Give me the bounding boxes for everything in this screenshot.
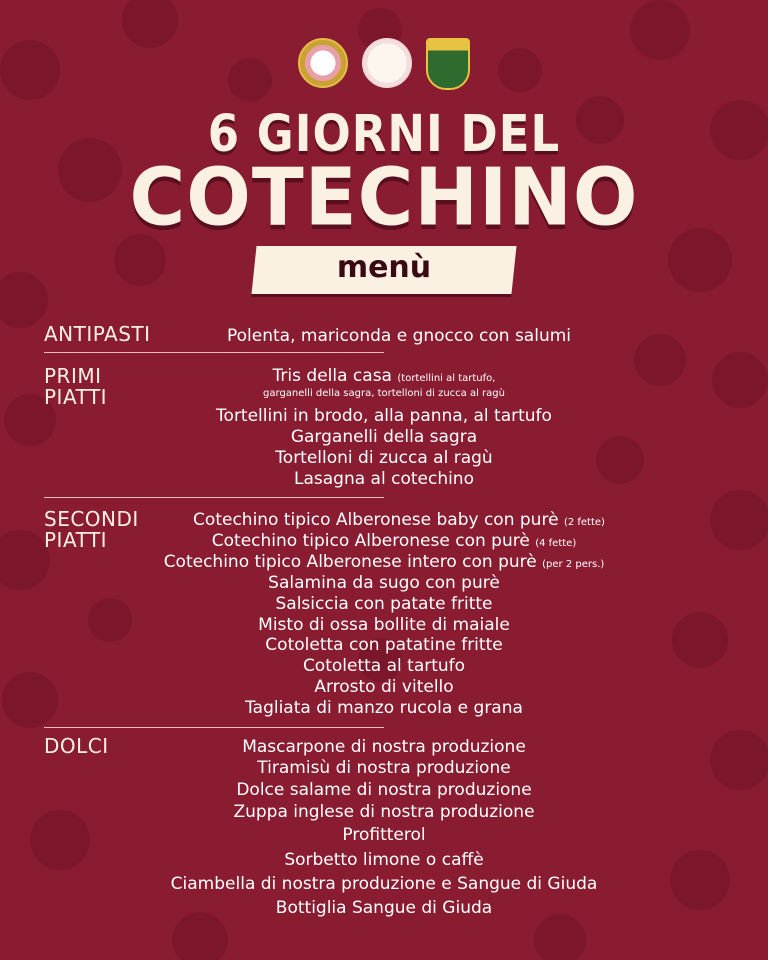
divider bbox=[44, 497, 384, 498]
menu-item: Arrosto di vitello bbox=[314, 677, 454, 697]
menu-item-name: Cotechino tipico Alberonese intero con purè bbox=[163, 552, 537, 572]
menu-item: Garganelli della sagra bbox=[290, 427, 478, 447]
section-title: ANTIPASTI bbox=[44, 322, 151, 346]
menu-item: Ciambella di nostra produzione e Sangue di Giuda bbox=[170, 874, 598, 894]
menu-item: Salsiccia con patate fritte bbox=[275, 594, 493, 614]
menu-item: Tortellini in brodo, alla panna, al tartufo bbox=[216, 406, 552, 426]
menu-item: Polenta, mariconda e gnocco con salumi bbox=[226, 326, 572, 346]
menu-item-note: (tortellini al tartufo, bbox=[397, 373, 496, 384]
menu-item: Salamina da sugo con purè bbox=[268, 573, 500, 593]
association-logo-icon bbox=[298, 38, 348, 88]
menu-item bbox=[0, 552, 768, 575]
menu-item: Zuppa inglese di nostra produzione bbox=[233, 802, 535, 822]
section-title-line2: PIATTI bbox=[44, 385, 108, 409]
event-title-line2: COTECHINO bbox=[129, 150, 639, 244]
menu-label: menù bbox=[336, 250, 432, 285]
menu-item-note-line2: garganelli della sagra, tortelloni di zucca al ragù bbox=[263, 388, 505, 399]
sagra-seal-icon bbox=[362, 38, 412, 88]
menu-item-note: (per 2 pers.) bbox=[542, 559, 605, 570]
divider bbox=[44, 727, 384, 728]
menu-item bbox=[15, 507, 768, 533]
menu-item: Cotoletta al tartufo bbox=[302, 656, 466, 676]
section-title-line1: PRIMI bbox=[44, 364, 102, 388]
menu-item-name: Cotechino tipico Alberonese con purè bbox=[211, 531, 530, 551]
menu-item-tris bbox=[0, 366, 768, 389]
divider bbox=[44, 352, 384, 353]
logo-row bbox=[0, 38, 768, 90]
menu-item-note: (4 fette) bbox=[535, 538, 577, 549]
menu-item: Bottiglia Sangue di Giuda bbox=[275, 898, 493, 918]
menu-item: Sorbetto limone o caffè bbox=[284, 850, 484, 870]
menu-item: Lasagna al cotechino bbox=[294, 469, 474, 489]
menu-item: Mascarpone di nostra produzione bbox=[242, 737, 526, 757]
menu-item: Misto di ossa bollite di maiale bbox=[258, 615, 510, 635]
section-title-line2: PIATTI bbox=[44, 528, 108, 552]
menu-item: Dolce salame di nostra produzione bbox=[236, 780, 532, 800]
menu-item: Tagliata di manzo rucola e grana bbox=[245, 698, 523, 718]
menu-item: Tiramisù di nostra produzione bbox=[257, 758, 511, 778]
menu-item-note: (2 fette) bbox=[563, 517, 605, 528]
section-title-line1: SECONDI bbox=[44, 507, 139, 531]
menu-item: Tortelloni di zucca al ragù bbox=[275, 448, 493, 468]
menu-item: Cotoletta con patatine fritte bbox=[265, 635, 503, 655]
coat-of-arms-icon bbox=[426, 38, 470, 90]
event-title-line1: 6 GIORNI DEL bbox=[207, 104, 561, 164]
section-title: DOLCI bbox=[44, 734, 109, 758]
menu-item-name: Tris della casa bbox=[272, 366, 392, 386]
menu-item: Profitterol bbox=[342, 825, 426, 845]
menu-item bbox=[10, 528, 768, 554]
menu-item-name: Cotechino tipico Alberonese baby con purè bbox=[193, 510, 559, 530]
